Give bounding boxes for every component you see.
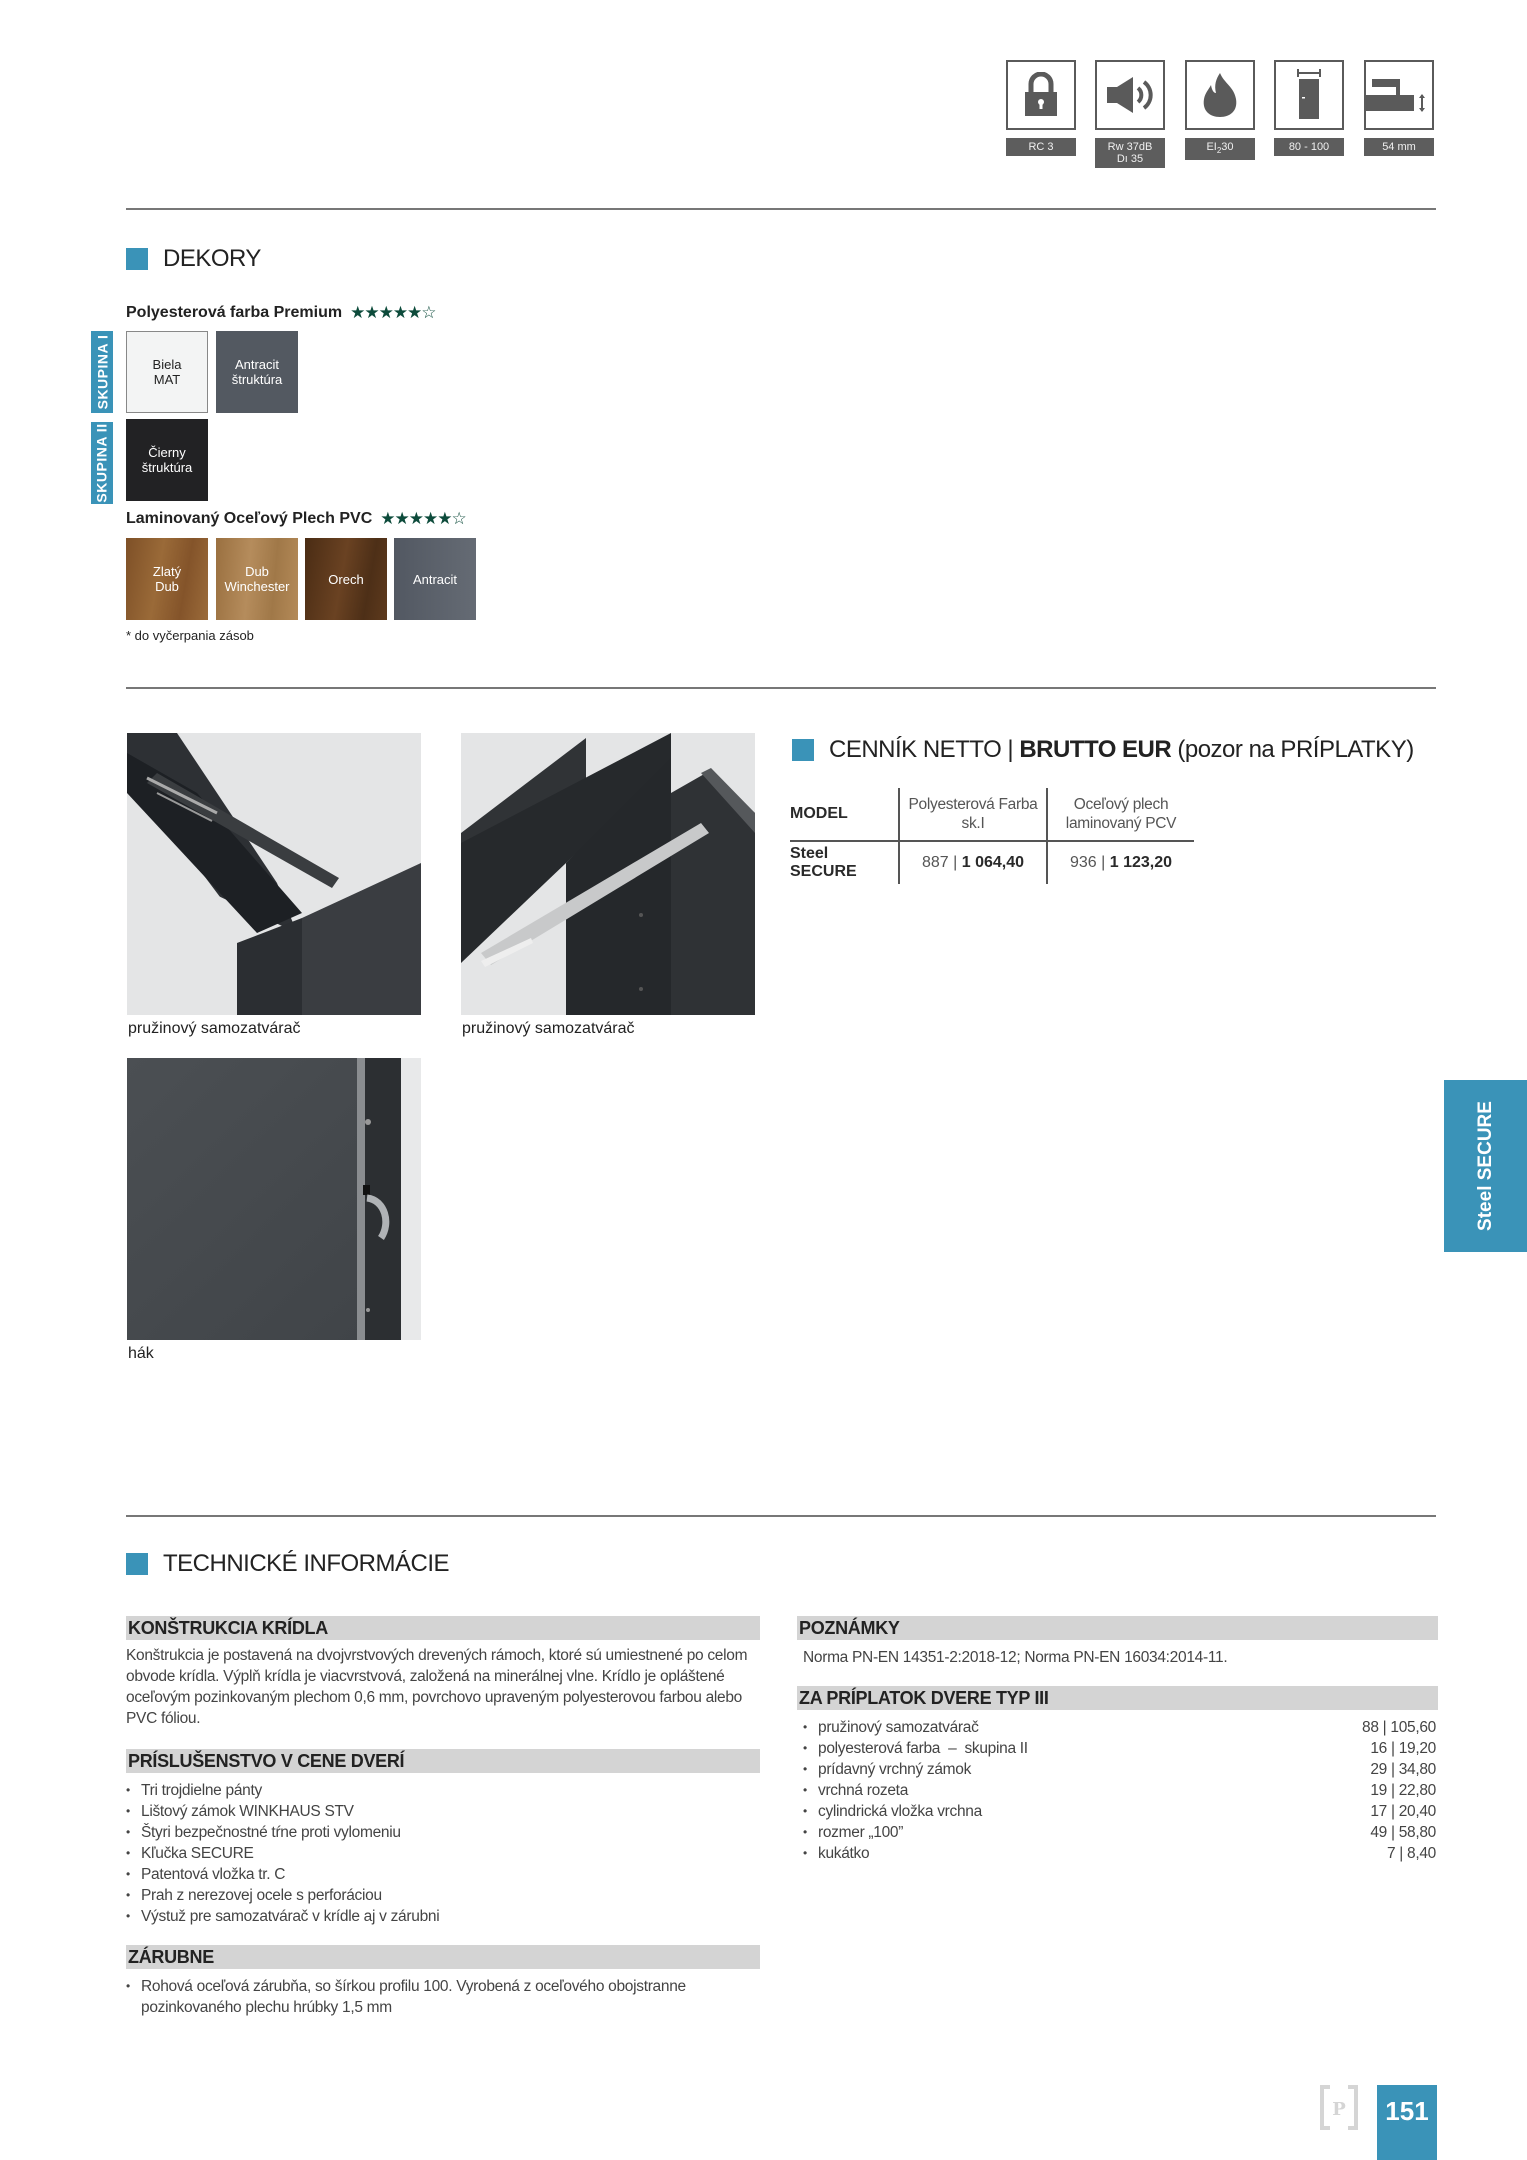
page-number: 151 (1377, 2085, 1437, 2160)
padlock-icon (1006, 60, 1076, 130)
prislusenstvo-list (126, 1780, 766, 1927)
section-title-technical (126, 1550, 449, 1578)
list-item: • Patentová vložka tr. C (126, 1864, 766, 1885)
swatch-cierny-struktura[interactable] (126, 419, 208, 501)
swatch-label: Antracit (234, 357, 280, 372)
item-name: • prídavný vrchný zámok (818, 1761, 972, 1778)
rating-stars-icon: ★★★★★☆ (380, 509, 466, 528)
swatch-label: Biela (152, 357, 182, 372)
feature-burglary (1006, 60, 1076, 156)
list-item (803, 1738, 1436, 1759)
swatch-label: Čierny (148, 445, 186, 460)
col-header-pvc (1047, 788, 1194, 841)
cell-model: Steel SECURE (790, 845, 857, 880)
group-label-text: SKUPINA I (94, 334, 110, 410)
price-brutto: 1 123,20 (1109, 854, 1173, 871)
col-header-line: laminovaný PCV (1065, 815, 1177, 832)
item-price: 17 | 20,40 (1370, 1803, 1436, 1820)
heading-zarubne: ZÁRUBNE (126, 1945, 760, 1969)
feature-label-sub: 2 (1216, 146, 1222, 156)
list-item: • Prah z nerezovej ocele s perforáciou (126, 1885, 766, 1906)
swatch-orech[interactable] (305, 538, 387, 620)
item-price: 7 | 8,40 (1386, 1845, 1436, 1862)
swatch-biela-mat[interactable] (126, 331, 208, 413)
feature-label: RC 3 (1006, 138, 1076, 156)
table-row (790, 841, 1194, 884)
list-item (803, 1759, 1436, 1780)
list-item (803, 1801, 1436, 1822)
pricing-title-normal: CENNÍK NETTO | (829, 736, 1020, 763)
feature-thickness (1364, 60, 1434, 156)
swatch-label: Antracit (412, 571, 458, 587)
list-item: • Rohová oceľová zárubňa, so šírkou profilu 100. Vyrobená z oceľového obojstranne pozinkovaného plechu hrúbky 1,5 mm (126, 1976, 756, 2018)
feature-label-line2: Dı 35 (1116, 153, 1144, 165)
swatch-label: štruktúra (141, 460, 193, 475)
pricing-title-text (829, 736, 1414, 764)
feature-fire (1185, 60, 1255, 160)
group-label-text: SKUPINA II (94, 423, 110, 503)
list-item: • Kľučka SECURE (126, 1843, 766, 1864)
price-netto: 936 (1069, 854, 1097, 871)
pvc-heading-text: Laminovaný Oceľový Plech PVC (126, 510, 373, 527)
list-item: • Tri trojdielne pánty (126, 1780, 766, 1801)
section-title-text: TECHNICKÉ INFORMÁCIE (163, 1550, 450, 1577)
divider (126, 687, 1436, 689)
poznamky-text: Norma PN-EN 14351-2:2018-12; Norma PN-EN 16034:2014-11. (803, 1649, 1228, 1666)
swatch-label: Dub (245, 564, 269, 579)
feature-label-post: 30 (1221, 141, 1234, 153)
price-table-header (790, 788, 1194, 841)
publisher-logo-icon (1320, 2085, 1358, 2130)
col-header-line: sk.I (961, 815, 985, 832)
pricing-title-bold: BRUTTO EUR (1019, 736, 1172, 763)
price-netto: 887 (921, 854, 949, 871)
fire-icon (1185, 60, 1255, 130)
feature-label: 54 mm (1364, 138, 1434, 156)
swatch-antracit[interactable] (394, 538, 476, 620)
feature-label-pre: EI (1206, 141, 1217, 153)
item-name: • kukátko (818, 1845, 870, 1862)
konstrukcia-text: Konštrukcia je postavená na dvojvrstvových drevených rámoch, ktoré sú umiestnené po celom obvode krídla. Výplň krídla je viacvrstvová, založená na minerálnej vlne. Krídlo je opláštené oceľovým pozinkovaným plechom 0,6 mm, povrchovo upraveným polyesterovou farbou alebo PVC fóliou. (126, 1647, 748, 1727)
section-title-pricing (792, 736, 1414, 764)
pvc-heading (126, 509, 466, 529)
item-name: • rozmer „100” (818, 1824, 904, 1841)
divider (126, 1515, 1436, 1517)
swatch-antracit-struktura[interactable] (216, 331, 298, 413)
divider (126, 208, 1436, 210)
group-label-skupina-1 (91, 331, 113, 413)
swatch-label: Zlatý (152, 564, 182, 579)
swatch-label: Dub (155, 579, 179, 594)
speaker-icon (1095, 60, 1165, 130)
list-item (803, 1717, 1436, 1738)
svg-text:P: P (1332, 2099, 1346, 2120)
col-header-model: MODEL (790, 788, 899, 841)
feature-label: 80 - 100 (1274, 138, 1344, 156)
price-brutto: 1 064,40 (961, 854, 1025, 871)
feature-label (1095, 138, 1165, 168)
item-name: • vrchná rozeta (818, 1782, 909, 1799)
col-header-line: Polyesterová Farba (908, 796, 1038, 813)
feature-label (1185, 138, 1255, 160)
list-item (803, 1843, 1436, 1864)
photo-spring-closer-2 (461, 733, 755, 1015)
zarubne-list (126, 1976, 756, 2018)
heading-konstrukcia: KONŠTRUKCIA KRÍDLA (126, 1616, 760, 1640)
feature-acoustic (1095, 60, 1165, 168)
heading-poznamky: POZNÁMKY (797, 1616, 1438, 1640)
swatch-zlaty-dub[interactable] (126, 538, 208, 620)
section-title-dekory (126, 245, 261, 273)
item-name: • polyesterová farba – skupina II (818, 1740, 1028, 1757)
list-item: • Štyri bezpečnostné tŕne proti vylomeniu (126, 1822, 766, 1843)
list-item (803, 1822, 1436, 1843)
feature-width (1274, 60, 1344, 156)
polyester-heading-text: Polyesterová farba Premium (126, 304, 343, 321)
photo-caption: pružinový samozatvárač (462, 1020, 635, 1037)
photo-caption: hák (128, 1345, 154, 1362)
rating-stars-icon: ★★★★★☆ (350, 303, 436, 322)
item-name: • cylindrická vložka vrchna (818, 1803, 982, 1820)
item-price: 16 | 19,20 (1370, 1740, 1436, 1757)
item-price: 19 | 22,80 (1370, 1782, 1436, 1799)
group-label-skupina-2 (91, 422, 113, 504)
section-title-text: DEKORY (163, 245, 261, 272)
list-item (803, 1780, 1436, 1801)
swatch-dub-winchester[interactable] (216, 538, 298, 620)
col-header-line: Oceľový plech (1073, 796, 1169, 813)
section-marker-icon (792, 739, 814, 761)
side-tab-text: Steel SECURE (1474, 1101, 1496, 1231)
heading-prislusenstvo: PRÍSLUŠENSTVO V CENE DVERÍ (126, 1749, 760, 1773)
swatch-label: štruktúra (231, 372, 283, 387)
item-price: 49 | 58,80 (1370, 1824, 1436, 1841)
priplatok-list (803, 1717, 1436, 1864)
cell-price-polyester: 887 | 1 064,40 (899, 841, 1047, 884)
section-marker-icon (126, 1553, 148, 1575)
door-width-icon (1274, 60, 1344, 130)
list-item: • Výstuž pre samozatvárač v krídle aj v zárubni (126, 1906, 766, 1927)
item-price: 88 | 105,60 (1362, 1719, 1436, 1736)
item-price: 29 | 34,80 (1370, 1761, 1436, 1778)
feature-label-line1: Rw 37dB (1107, 141, 1153, 153)
door-thickness-icon (1364, 60, 1434, 130)
price-table (790, 788, 1194, 884)
pricing-title-suffix: (pozor na PRÍPLATKY) (1171, 736, 1414, 763)
list-item: • Lištový zámok WINKHAUS STV (126, 1801, 766, 1822)
swatch-label: Orech (328, 571, 364, 587)
item-name: • pružinový samozatvárač (818, 1719, 979, 1736)
footnote: * do vyčerpania zásob (126, 628, 254, 643)
polyester-heading (126, 303, 436, 323)
section-marker-icon (126, 248, 148, 270)
side-tab-steel-secure (1444, 1080, 1527, 1252)
heading-priplatok: ZA PRÍPLATOK DVERE TYP III (797, 1686, 1438, 1710)
swatch-label: MAT (153, 372, 181, 387)
photo-spring-closer-1 (127, 733, 421, 1015)
col-header-polyester (899, 788, 1047, 841)
cell-price-pvc: 936 | 1 123,20 (1047, 841, 1194, 884)
photo-caption: pružinový samozatvárač (128, 1020, 301, 1037)
swatch-label: Winchester (224, 579, 290, 594)
photo-hook (127, 1058, 421, 1340)
